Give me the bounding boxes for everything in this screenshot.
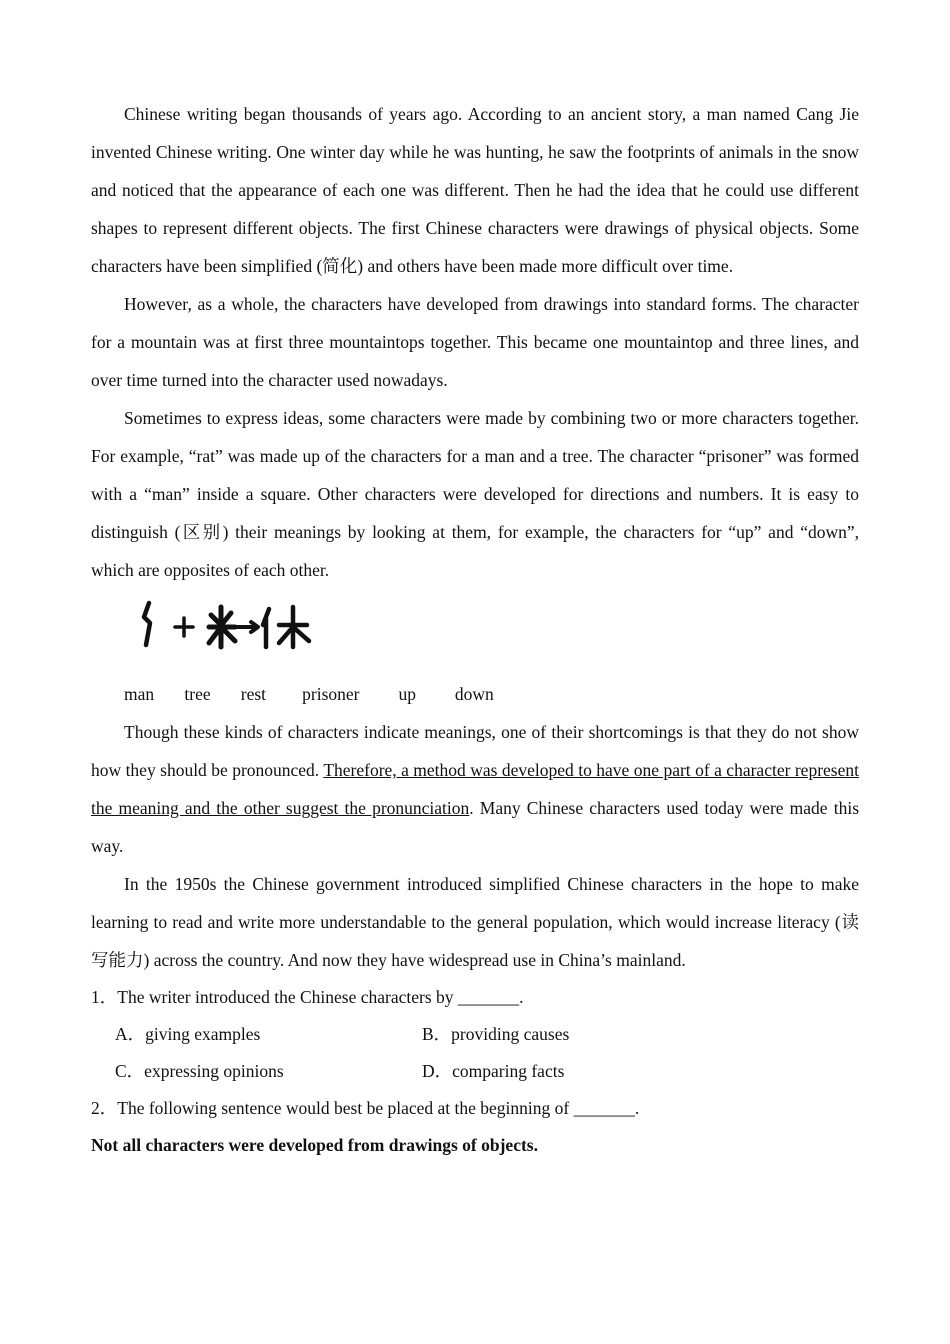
option-a[interactable]: A．giving examples [115,1024,261,1044]
paragraph-3: Sometimes to express ideas, some characters were made by combining two or more characters together. For example, “rat” was made up of the characters for a man and a tree. The character “prisoner” was formed with a “man” inside a square. Other characters were developed for directions and numbers. It is easy to distinguish (区别) their meanings by looking at them, for example, the characters for “up” and “down”, which are opposites of each other. [91,408,859,580]
label-down: down [454,684,494,704]
question-1-stem: 1．The writer introduced the Chinese characters by _______. [91,987,524,1007]
label-tree: tree [184,684,211,704]
paragraph-5: In the 1950s the Chinese government introduced simplified Chinese characters in the hope to make learning to read and write more understandable to the general population, which would increase literacy (读写能力) across the country. And now they have widespread use in China’s mainland. [91,874,859,970]
underlined-sentence: Therefore, a method was developed to have one part of a character represent the meaning and the other suggest the pronunciation [91,760,859,818]
question-2-sentence: Not all characters were developed from drawings of objects. [91,1135,538,1155]
option-b[interactable]: B．providing causes [422,1024,570,1044]
paragraph-2: However, as a whole, the characters have developed from drawings into standard forms. The character for a mountain was at first three mountaintops together. This became one mountaintop and three lines, and over time turned into the character used nowadays. [91,294,859,390]
character-combination-image [135,597,325,657]
label-up: up [398,684,416,704]
paragraph-1: Chinese writing began thousands of years ago. According to an ancient story, a man named Cang Jie invented Chinese writing. One winter day while he was hunting, he saw the footprints of animals in the snow and noticed that the appearance of each one was different. Then he had the idea that he could use different shapes to represent different objects. The first Chinese characters were drawings of physical objects. Some characters have been simplified (简化) and others have been made more difficult over time. [91,104,859,276]
question-1-options [91,1016,859,1090]
label-man: man [124,684,155,704]
option-c[interactable]: C．expressing opinions [115,1061,284,1081]
question-2-stem: 2．The following sentence would best be placed at the beginning of _______. [91,1098,640,1118]
label-rest: rest [240,684,267,704]
paragraph-4: Though these kinds of characters indicate meanings, one of their shortcomings is that they do not show how they should be pronounced. Therefore, a method was developed to have one part of a character represent the meaning and the other suggest the pronunciation. Many Chinese characters used today were made this way. [91,722,859,856]
option-d[interactable]: D．comparing facts [422,1061,565,1081]
figure-labels [91,675,859,713]
worksheet-page [91,95,859,1164]
character-figure [91,589,859,675]
label-prisoner: prisoner [302,684,360,704]
